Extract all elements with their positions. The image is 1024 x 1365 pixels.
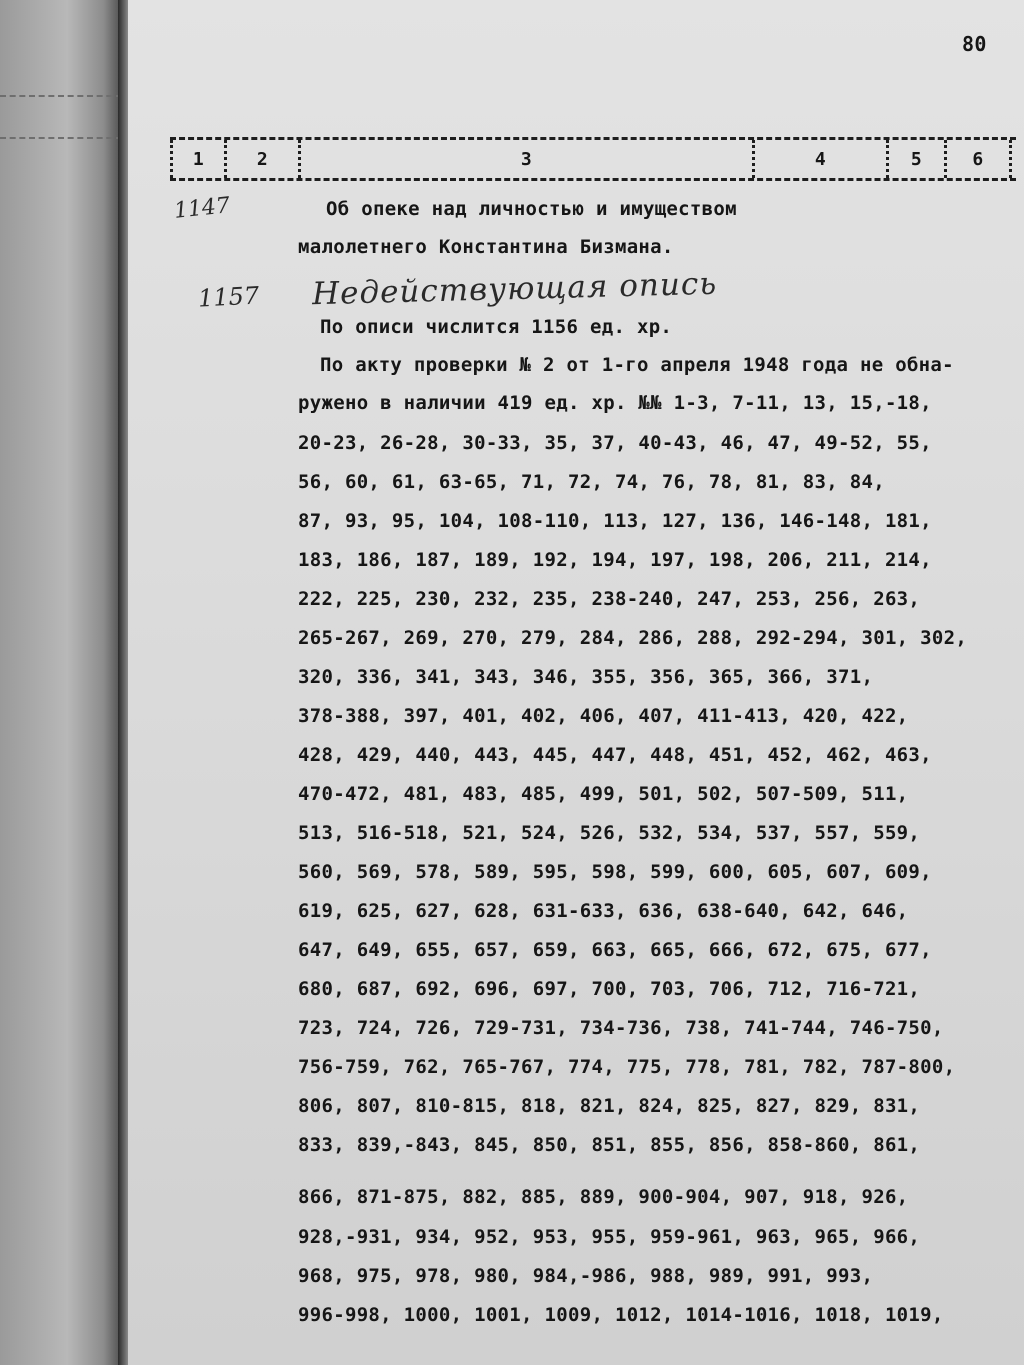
column-header-2: 2 [224, 140, 298, 178]
missing-items-line: 222, 225, 230, 232, 235, 238-240, 247, 253, 256, 263, [298, 588, 921, 610]
missing-items-line: 723, 724, 726, 729-731, 734-736, 738, 741-744, 746-750, [298, 1017, 944, 1039]
missing-items-line: 866, 871-875, 882, 885, 889, 900-904, 907, 918, 926, [298, 1186, 909, 1208]
missing-items-line: 647, 649, 655, 657, 659, 663, 665, 666, 672, 675, 677, [298, 939, 932, 961]
missing-items-line: 619, 625, 627, 628, 631-633, 636, 638-640, 642, 646, [298, 900, 909, 922]
handwritten-inactive-inventory-note: Недействующая опись [311, 265, 718, 313]
left-page-header-table [0, 95, 122, 139]
missing-items-line: 833, 839,-843, 845, 850, 851, 855, 856, 858-860, 861, [298, 1134, 921, 1156]
missing-items-line: 928,-931, 934, 952, 953, 955, 959-961, 963, 965, 966, [298, 1226, 921, 1248]
column-header-1: 1 [170, 140, 224, 178]
missing-items-line: 996-998, 1000, 1001, 1009, 1012, 1014-1016, 1018, 1019, [298, 1304, 944, 1326]
act-text-line-2: ружено в наличии 419 ед. хр. №№ 1-3, 7-11, 13, 15,-18, [298, 392, 932, 414]
missing-items-line: 968, 975, 978, 980, 984,-986, 988, 989, 991, 993, [298, 1265, 874, 1287]
missing-items-line: 56, 60, 61, 63-65, 71, 72, 74, 76, 78, 81, 83, 84, [298, 471, 885, 493]
title-line-2: малолетнего Константина Бизмана. [298, 236, 674, 258]
column-header-5: 5 [886, 140, 944, 178]
missing-items-line: 183, 186, 187, 189, 192, 194, 197, 198, 206, 211, 214, [298, 549, 932, 571]
column-header-3: 3 [298, 140, 752, 178]
column-header-4: 4 [752, 140, 886, 178]
missing-items-line: 806, 807, 810-815, 818, 821, 824, 825, 827, 829, 831, [298, 1095, 921, 1117]
handwritten-old-entry-number: 1147 [172, 193, 232, 224]
document-page [128, 0, 1024, 1365]
missing-items-line: 756-759, 762, 765-767, 774, 775, 778, 781, 782, 787-800, [298, 1056, 956, 1078]
missing-items-line: 428, 429, 440, 443, 445, 447, 448, 451, 452, 462, 463, [298, 744, 932, 766]
missing-items-line: 320, 336, 341, 343, 346, 355, 356, 365, 366, 371, [298, 666, 874, 688]
column-header-table [170, 137, 1016, 181]
missing-items-line: 513, 516-518, 521, 524, 526, 532, 534, 537, 557, 559, [298, 822, 921, 844]
missing-items-line: 470-472, 481, 483, 485, 499, 501, 502, 507-509, 511, [298, 783, 909, 805]
inventory-count: По описи числится 1156 ед. хр. [320, 316, 673, 338]
column-header-6: 6 [944, 140, 1012, 178]
act-text-line-1: По акту проверки № 2 от 1-го апреля 1948 года не обна- [320, 354, 954, 376]
missing-items-line: 560, 569, 578, 589, 595, 598, 599, 600, 605, 607, 609, [298, 861, 932, 883]
left-facing-page [0, 0, 122, 1365]
missing-items-line: 680, 687, 692, 696, 697, 700, 703, 706, 712, 716-721, [298, 978, 921, 1000]
handwritten-new-entry-number: 1157 [197, 281, 260, 313]
missing-items-line: 378-388, 397, 401, 402, 406, 407, 411-413, 420, 422, [298, 705, 909, 727]
page-number: 80 [962, 32, 987, 56]
missing-items-line: 20-23, 26-28, 30-33, 35, 37, 40-43, 46, 47, 49-52, 55, [298, 432, 932, 454]
missing-items-line: 265-267, 269, 270, 279, 284, 286, 288, 292-294, 301, 302, [298, 627, 968, 649]
missing-items-line: 87, 93, 95, 104, 108-110, 113, 127, 136, 146-148, 181, [298, 510, 932, 532]
title-line-1: Об опеке над личностью и имуществом [326, 198, 737, 220]
